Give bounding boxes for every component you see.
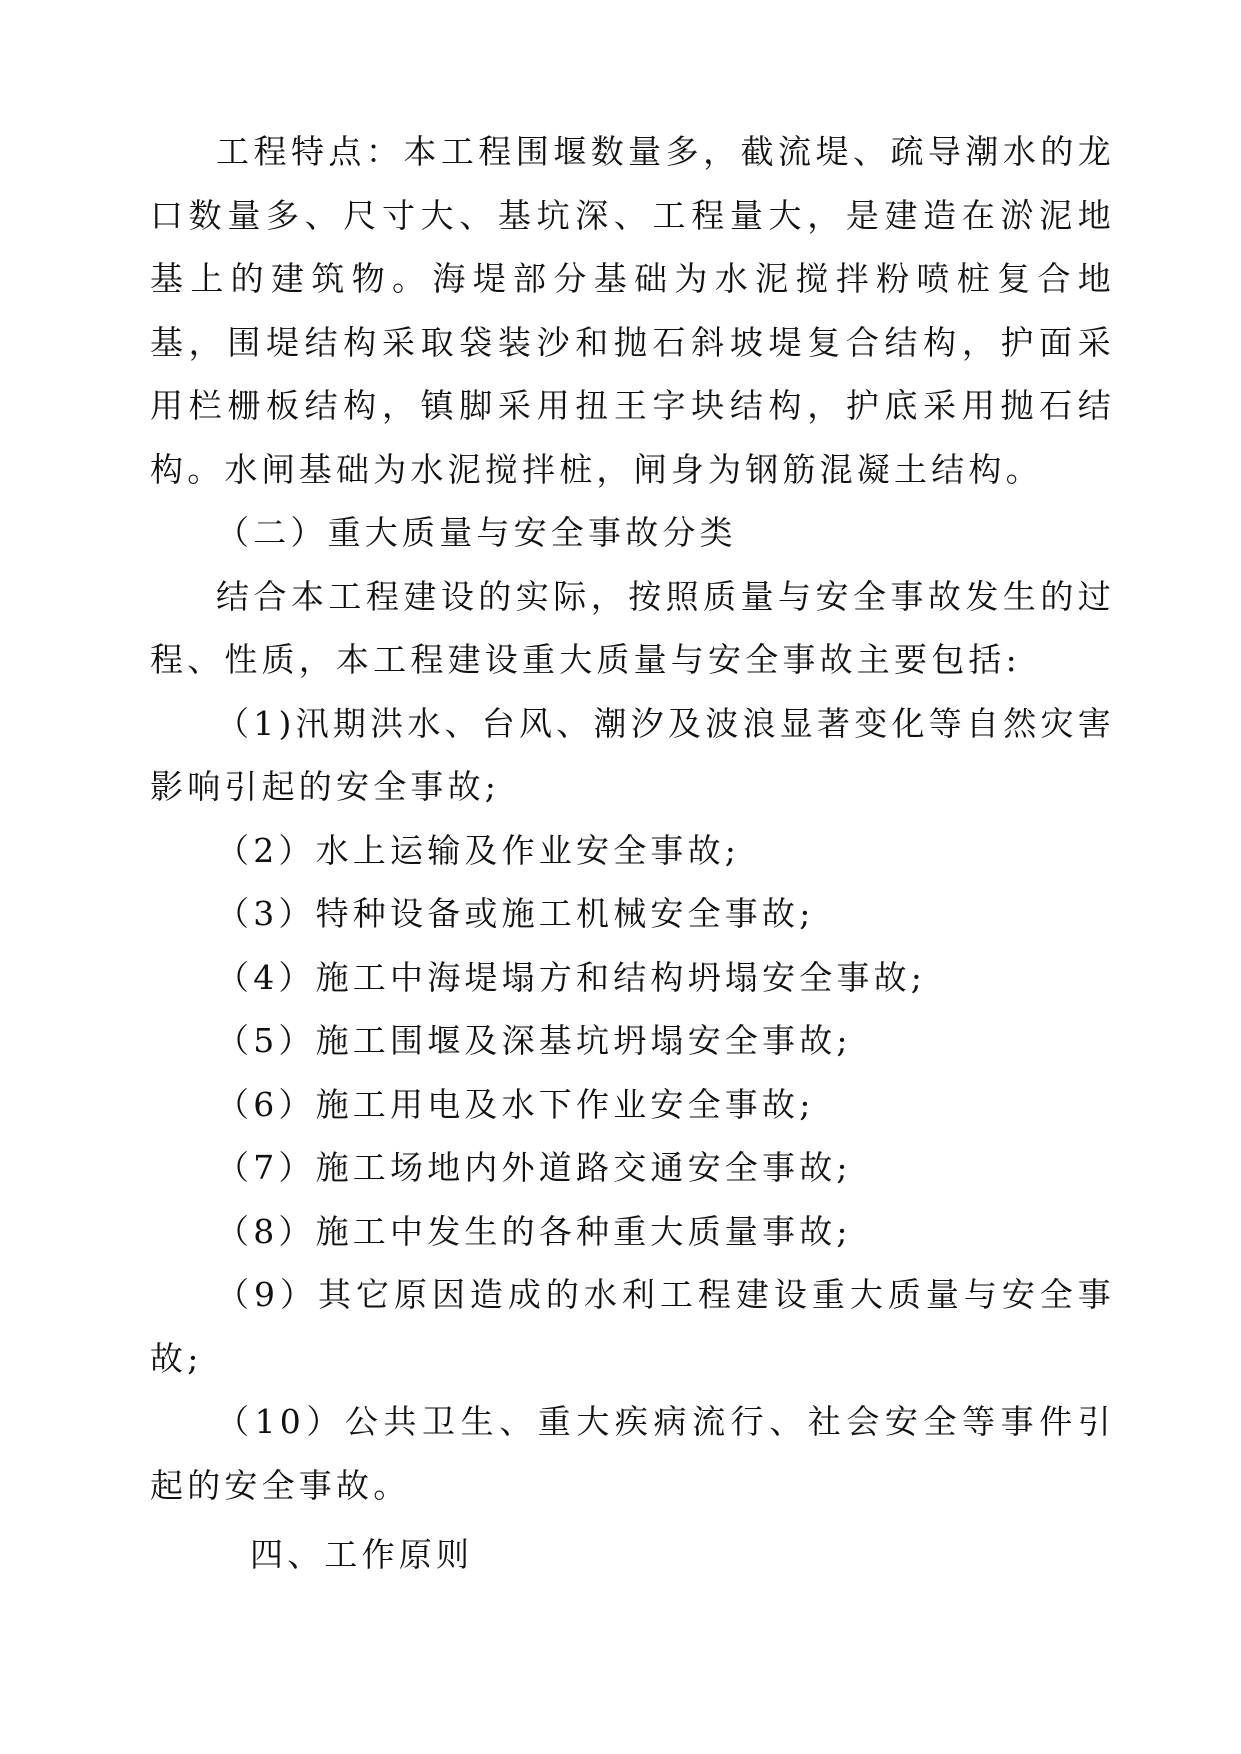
- list-item-1: （1)汛期洪水、台风、潮汐及波浪显著变化等自然灾害影响引起的安全事故;: [150, 703, 1115, 806]
- list-item-8: （8）施工中发生的各种重大质量事故;: [216, 1211, 852, 1251]
- project-features-paragraph: 工程特点：本工程围堰数量多，截流堤、疏导潮水的龙口数量多、尺寸大、基坑深、工程量大，是建造在淤泥地基上的建筑物。海堤部分基础为水泥搅拌粉喷桩复合地基，围堤结构采取袋装沙和抛石斜坡堤复合结构，护面采用栏栅板结构，镇脚采用扭王字块结构，护底采用抛石结构。水闸基础为水泥搅拌桩，闸身为钢筋混凝土结构。: [150, 132, 1115, 489]
- classification-intro-paragraph: 结合本工程建设的实际，按照质量与安全事故发生的过程、性质，本工程建设重大质量与安全事故主要包括:: [150, 576, 1115, 679]
- list-item-7: （7）施工场地内外道路交通安全事故;: [216, 1148, 852, 1187]
- list-item-10: （10）公共卫生、重大疾病流行、社会安全等事件引起的安全事故。: [150, 1402, 1115, 1505]
- accident-classification-heading: （二）重大质量与安全事故分类: [216, 513, 737, 552]
- list-item-2: （2）水上运输及作业安全事故;: [216, 830, 741, 870]
- working-principles-heading: 四、工作原则: [250, 1535, 474, 1574]
- list-item-9: （9）其它原因造成的水利工程建设重大质量与安全事故;: [150, 1275, 1115, 1378]
- list-item-4: （4）施工中海堤塌方和结构坍塌安全事故;: [216, 957, 927, 997]
- list-item-3: （3）特种设备或施工机械安全事故;: [216, 894, 815, 933]
- document-page: [150, 120, 1115, 1587]
- list-item-6: （6）施工用电及水下作业安全事故;: [216, 1084, 815, 1124]
- list-item-5: （5）施工围堰及深基坑坍塌安全事故;: [216, 1021, 852, 1060]
